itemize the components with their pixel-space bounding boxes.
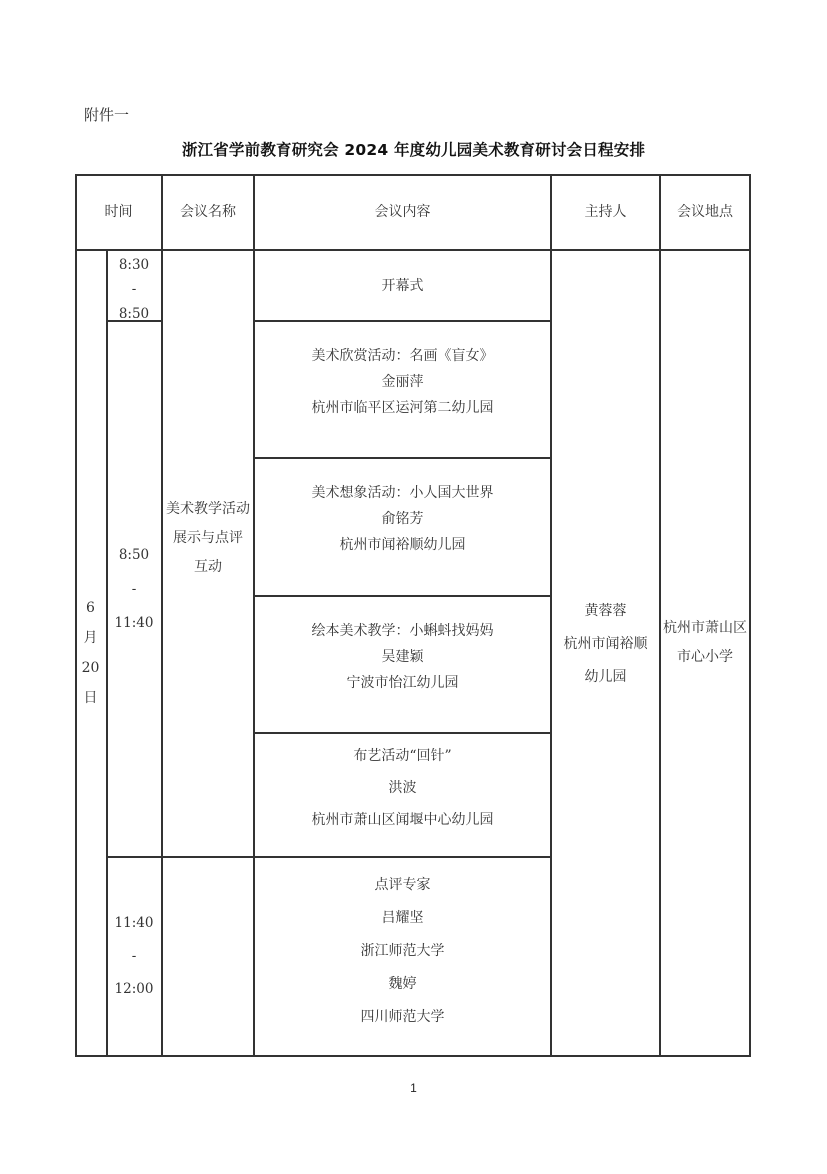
teacher-name: 吴建颖 — [381, 648, 424, 665]
content-review-experts — [254, 857, 551, 1056]
host-institution-line: 幼儿园 — [584, 668, 627, 685]
review-label: 点评专家 — [374, 877, 431, 893]
activity-title: 绘本美术教学：小蝌蚪找妈妈 — [311, 622, 494, 639]
expert-institution: 浙江师范大学 — [360, 943, 445, 959]
time-separator: - — [131, 281, 137, 298]
document-title: 浙江省学前教育研究会 2024 年度幼儿园美术教育研讨会日程安排 — [181, 141, 646, 159]
teacher-name: 金丽萍 — [381, 373, 424, 390]
time-start: 11:40 — [114, 915, 154, 931]
date-month-num: 6 — [86, 600, 95, 616]
school-name: 杭州市临平区运河第二幼儿园 — [311, 399, 494, 416]
page-number: 1 — [410, 1081, 417, 1095]
header-meeting-name: 会议名称 — [180, 204, 236, 220]
date-day-num: 20 — [81, 660, 100, 676]
attachment-label: 附件一 — [84, 106, 130, 124]
expert-institution: 四川师范大学 — [360, 1009, 445, 1025]
content-activity-2 — [254, 458, 551, 596]
content-activity-4 — [254, 733, 551, 857]
content-activity-3 — [254, 596, 551, 733]
date-month-char: 月 — [83, 630, 98, 646]
host-name: 黄蓉蓉 — [584, 602, 627, 619]
teacher-name: 俞铭芳 — [381, 511, 424, 527]
time-end: 8:50 — [118, 305, 150, 322]
meeting-name-line: 美术教学活动 — [166, 501, 250, 517]
time-start: 8:50 — [118, 547, 150, 563]
expert-name: 吕耀坚 — [381, 910, 424, 926]
time-slot-opening — [106, 255, 162, 321]
activity-title: 美术想象活动：小人国大世界 — [311, 485, 494, 501]
meeting-name-line: 展示与点评 — [173, 530, 243, 546]
content-opening — [254, 250, 551, 321]
time-end: 12:00 — [114, 981, 154, 997]
school-name: 宁波市怡江幼儿园 — [346, 674, 459, 691]
school-name: 杭州市闻裕顺幼儿园 — [339, 537, 466, 553]
date-day-char: 日 — [83, 690, 98, 706]
time-end: 11:40 — [114, 615, 154, 631]
meeting-name-line: 互动 — [194, 559, 222, 575]
header-location: 会议地点 — [677, 204, 733, 220]
host-institution-line: 杭州市闻裕顺 — [563, 635, 648, 652]
header-host: 主持人 — [584, 204, 627, 220]
teacher-name: 洪波 — [388, 780, 417, 796]
location-line: 杭州市萧山区 — [663, 620, 747, 636]
header-time: 时间 — [104, 204, 133, 220]
date-cell — [75, 250, 106, 1056]
header-content: 会议内容 — [374, 204, 431, 220]
time-separator: - — [131, 581, 137, 597]
expert-name: 魏婷 — [388, 976, 417, 992]
time-start: 8:30 — [118, 257, 150, 273]
location-cell — [660, 250, 750, 1056]
time-separator: - — [131, 948, 137, 964]
host-cell — [551, 250, 660, 1056]
school-name: 杭州市萧山区闻堰中心幼儿园 — [311, 812, 494, 828]
content-activity-1 — [254, 321, 551, 458]
activity-title: 布艺活动“回针” — [353, 748, 452, 764]
time-slot-review — [106, 857, 162, 1056]
content-line: 开幕式 — [381, 277, 424, 294]
meeting-name-cell — [162, 250, 254, 857]
location-line: 市心小学 — [677, 649, 733, 665]
activity-title: 美术欣赏活动：名画《盲女》 — [311, 347, 494, 364]
time-slot-activities — [106, 321, 162, 857]
